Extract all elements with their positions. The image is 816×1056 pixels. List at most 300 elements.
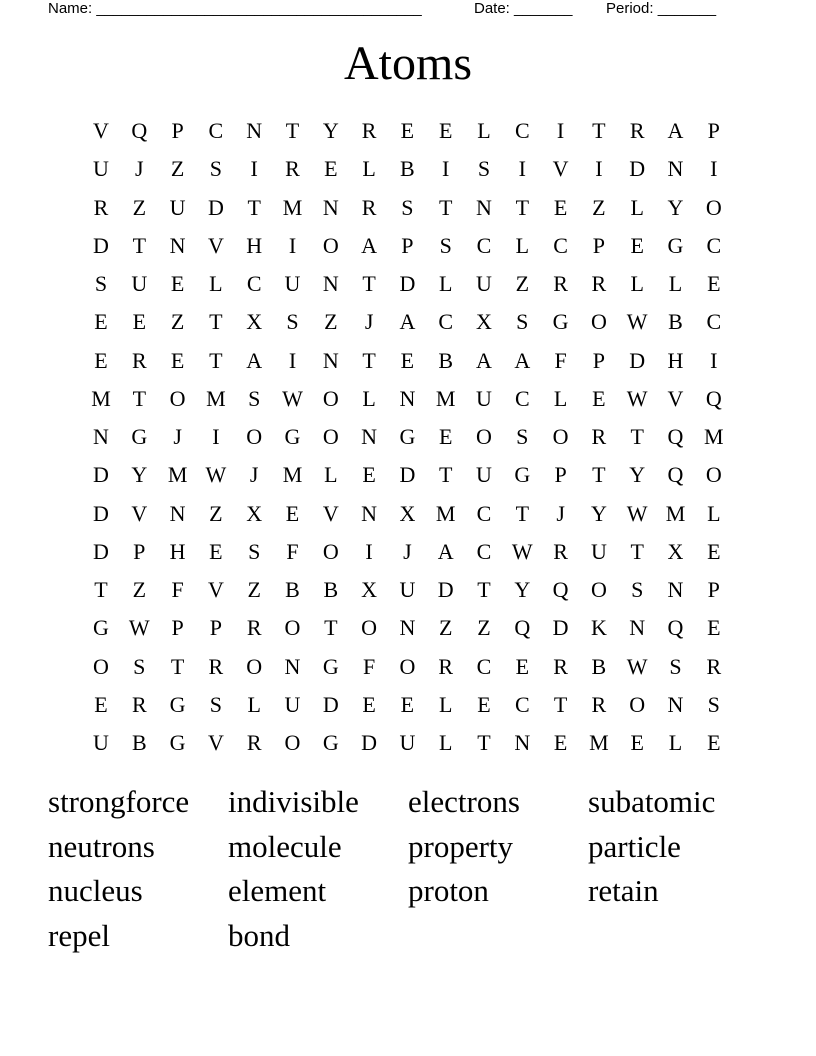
grid-letter[interactable]: M [435, 385, 456, 411]
grid-letter[interactable]: T [209, 309, 223, 335]
grid-letter[interactable]: F [171, 577, 184, 602]
grid-letter[interactable]: R [131, 691, 147, 717]
grid-letter[interactable]: L [630, 271, 644, 296]
grid-letter[interactable]: S [477, 156, 491, 182]
grid-letter[interactable]: Q [705, 385, 722, 411]
grid-letter[interactable]: A [437, 538, 454, 564]
grid-letter[interactable]: E [170, 271, 185, 296]
grid-letter[interactable]: J [173, 424, 182, 449]
grid-letter[interactable]: R [208, 653, 224, 679]
grid-letter[interactable]: U [169, 194, 186, 220]
grid-letter[interactable]: R [361, 194, 377, 220]
grid-letter[interactable]: C [514, 691, 530, 717]
grid-letter[interactable]: E [170, 347, 185, 373]
grid-letter[interactable]: T [94, 577, 108, 602]
grid-letter[interactable]: O [476, 424, 492, 449]
grid-letter[interactable]: Y [629, 462, 646, 488]
grid-letter[interactable]: Z [438, 615, 453, 641]
grid-letter[interactable]: E [707, 538, 721, 564]
grid-letter[interactable]: R [629, 118, 645, 143]
grid-letter[interactable]: M [206, 385, 226, 411]
grid-letter[interactable]: N [399, 615, 416, 641]
grid-letter[interactable]: S [133, 653, 146, 679]
grid-letter[interactable]: Z [477, 615, 491, 641]
grid-letter[interactable]: A [361, 232, 378, 258]
date-field[interactable]: Date: _______ [474, 0, 573, 17]
grid-letter[interactable]: G [169, 730, 186, 755]
grid-letter[interactable]: P [707, 118, 720, 143]
grid-letter[interactable]: D [629, 156, 646, 182]
grid-letter[interactable]: C [476, 500, 492, 526]
grid-letter[interactable]: I [710, 156, 718, 182]
grid-letter[interactable]: I [212, 424, 220, 449]
grid-letter[interactable]: T [438, 194, 453, 220]
grid-letter[interactable]: J [403, 538, 412, 564]
grid-letter[interactable]: O [705, 462, 722, 488]
grid-letter[interactable]: J [364, 309, 374, 335]
grid-letter[interactable]: T [209, 347, 223, 373]
grid-letter[interactable]: G [514, 462, 531, 488]
grid-letter[interactable]: L [362, 156, 376, 182]
grid-letter[interactable]: N [361, 424, 378, 449]
grid-letter[interactable]: C [553, 232, 568, 258]
grid-letter[interactable]: J [135, 156, 144, 182]
grid-letter[interactable]: G [322, 653, 339, 679]
grid-letter[interactable]: M [91, 385, 111, 411]
grid-letter[interactable]: Z [209, 500, 223, 526]
grid-letter[interactable]: E [630, 730, 644, 755]
grid-letter[interactable]: T [515, 500, 530, 526]
grid-letter[interactable]: E [324, 156, 338, 182]
grid-letter[interactable]: R [246, 615, 262, 641]
grid-letter[interactable]: N [246, 118, 263, 143]
grid-letter[interactable]: G [399, 424, 416, 449]
grid-letter[interactable]: W [511, 538, 533, 564]
grid-letter[interactable]: V [207, 577, 224, 602]
grid-letter[interactable]: Q [667, 615, 684, 641]
grid-letter[interactable]: Z [324, 309, 338, 335]
grid-letter[interactable]: T [132, 232, 147, 258]
grid-letter[interactable]: L [477, 118, 491, 143]
grid-letter[interactable]: C [706, 232, 722, 258]
grid-letter[interactable]: R [553, 653, 568, 679]
grid-letter[interactable]: A [246, 347, 263, 373]
grid-letter[interactable]: Q [514, 615, 531, 641]
grid-letter[interactable]: T [324, 615, 338, 641]
grid-letter[interactable]: I [288, 232, 297, 258]
grid-letter[interactable]: L [515, 232, 530, 258]
grid-letter[interactable]: U [476, 385, 492, 411]
grid-letter[interactable]: L [438, 271, 453, 296]
grid-letter[interactable]: X [667, 538, 684, 564]
grid-letter[interactable]: E [400, 691, 415, 717]
grid-letter[interactable]: I [288, 347, 297, 373]
grid-letter[interactable]: A [399, 309, 416, 335]
grid-letter[interactable]: W [626, 385, 648, 411]
grid-letter[interactable]: D [93, 462, 109, 488]
grid-letter[interactable]: E [285, 500, 300, 526]
grid-letter[interactable]: E [132, 309, 147, 335]
grid-letter[interactable]: R [553, 271, 568, 296]
grid-letter[interactable]: V [552, 156, 569, 182]
grid-letter[interactable]: D [322, 691, 339, 717]
grid-letter[interactable]: P [171, 615, 184, 641]
grid-letter[interactable]: R [591, 271, 607, 296]
grid-letter[interactable]: N [399, 385, 416, 411]
grid-letter[interactable]: P [707, 577, 720, 602]
grid-letter[interactable]: E [553, 730, 568, 755]
grid-letter[interactable]: R [553, 538, 568, 564]
grid-letter[interactable]: O [590, 309, 607, 335]
grid-letter[interactable]: U [284, 691, 301, 717]
grid-letter[interactable]: N [169, 232, 186, 258]
grid-letter[interactable]: S [209, 691, 223, 717]
grid-letter[interactable]: I [250, 156, 258, 182]
grid-letter[interactable]: X [361, 577, 378, 602]
grid-letter[interactable]: R [361, 118, 377, 143]
grid-letter[interactable]: O [361, 615, 378, 641]
grid-letter[interactable]: Y [514, 577, 531, 602]
grid-letter[interactable]: L [707, 500, 721, 526]
grid-letter[interactable]: V [207, 730, 224, 755]
grid-letter[interactable]: S [516, 309, 529, 335]
grid-letter[interactable]: I [365, 538, 373, 564]
grid-letter[interactable]: T [630, 538, 644, 564]
grid-letter[interactable]: M [665, 500, 686, 526]
grid-letter[interactable]: O [705, 194, 722, 220]
grid-letter[interactable]: R [438, 653, 454, 679]
grid-letter[interactable]: U [131, 271, 148, 296]
grid-letter[interactable]: V [667, 385, 684, 411]
grid-letter[interactable]: T [515, 194, 530, 220]
grid-letter[interactable]: E [94, 691, 108, 717]
grid-letter[interactable]: C [706, 309, 722, 335]
grid-letter[interactable]: O [322, 424, 339, 449]
grid-letter[interactable]: H [169, 538, 186, 564]
grid-letter[interactable]: X [246, 309, 263, 335]
grid-letter[interactable]: E [438, 118, 453, 143]
grid-letter[interactable]: E [707, 271, 721, 296]
grid-letter[interactable]: T [438, 462, 453, 488]
grid-letter[interactable]: S [94, 271, 108, 296]
grid-letter[interactable]: O [629, 691, 646, 717]
grid-letter[interactable]: E [553, 194, 568, 220]
grid-letter[interactable]: O [552, 424, 569, 449]
word-bank-item: nucleus [48, 873, 143, 909]
grid-letter[interactable]: R [246, 730, 262, 755]
grid-letter[interactable]: D [361, 730, 378, 755]
grid-letter[interactable]: B [131, 730, 147, 755]
grid-letter[interactable]: T [285, 118, 300, 143]
grid-letter[interactable]: P [133, 538, 146, 564]
grid-letter[interactable]: L [668, 730, 683, 755]
grid-letter[interactable]: P [171, 118, 184, 143]
grid-letter[interactable]: D [93, 232, 109, 258]
grid-letter[interactable]: N [667, 156, 684, 182]
grid-letter[interactable]: Q [667, 424, 684, 449]
word-bank-item: retain [588, 873, 659, 909]
grid-letter[interactable]: T [132, 385, 147, 411]
grid-letter[interactable]: E [630, 232, 644, 258]
name-field[interactable]: Name: _______________________________________ [48, 0, 422, 17]
grid-letter[interactable]: O [590, 577, 607, 602]
grid-letter[interactable]: M [704, 424, 724, 449]
grid-letter[interactable]: F [286, 538, 299, 564]
grid-letter[interactable]: C [514, 385, 530, 411]
grid-letter[interactable]: T [477, 730, 491, 755]
grid-letter[interactable]: L [247, 691, 261, 717]
grid-letter[interactable]: S [209, 156, 223, 182]
grid-letter[interactable]: W [205, 462, 227, 488]
grid-letter[interactable]: O [284, 615, 301, 641]
grid-letter[interactable]: I [556, 118, 565, 143]
grid-letter[interactable]: T [592, 462, 606, 488]
grid-letter[interactable]: F [554, 347, 567, 373]
grid-letter[interactable]: D [552, 615, 569, 641]
grid-letter[interactable]: Z [132, 194, 147, 220]
grid-letter[interactable]: G [552, 309, 569, 335]
grid-letter[interactable]: B [323, 577, 339, 602]
grid-letter[interactable]: N [322, 347, 339, 373]
grid-letter[interactable]: U [476, 462, 492, 488]
grid-letter[interactable]: K [590, 615, 607, 641]
grid-letter[interactable]: D [93, 500, 109, 526]
grid-letter[interactable]: A [667, 118, 684, 143]
grid-letter[interactable]: S [401, 194, 414, 220]
grid-letter[interactable]: Y [131, 462, 148, 488]
word-bank-item: strongforce [48, 784, 190, 819]
grid-letter[interactable]: U [590, 538, 607, 564]
grid-letter[interactable]: N [322, 271, 339, 296]
grid-letter[interactable]: S [439, 232, 452, 258]
grid-letter[interactable]: D [399, 271, 416, 296]
grid-letter[interactable]: B [591, 653, 607, 679]
grid-letter[interactable]: R [285, 156, 300, 182]
grid-letter[interactable]: R [591, 424, 607, 449]
grid-letter[interactable]: A [514, 347, 531, 373]
grid-letter[interactable]: D [437, 577, 454, 602]
grid-letter[interactable]: H [667, 347, 684, 373]
grid-letter[interactable]: M [282, 462, 303, 488]
grid-letter[interactable]: Q [131, 118, 148, 143]
grid-letter[interactable]: V [131, 500, 148, 526]
grid-letter[interactable]: D [399, 462, 416, 488]
grid-letter[interactable]: V [322, 500, 339, 526]
grid-letter[interactable]: N [629, 615, 646, 641]
grid-letter[interactable]: N [667, 577, 684, 602]
grid-letter[interactable]: L [553, 385, 568, 411]
grid-letter[interactable]: L [630, 194, 644, 220]
grid-letter[interactable]: E [400, 347, 415, 373]
grid-letter[interactable]: C [476, 538, 492, 564]
grid-letter[interactable]: D [629, 347, 646, 373]
grid-letter[interactable]: P [401, 232, 414, 258]
grid-letter[interactable]: U [284, 271, 301, 296]
grid-letter[interactable]: E [94, 309, 108, 335]
grid-letter[interactable]: O [246, 424, 263, 449]
grid-letter[interactable]: V [93, 118, 109, 143]
grid-letter[interactable]: S [669, 653, 682, 679]
grid-letter[interactable]: E [477, 691, 491, 717]
grid-letter[interactable]: I [595, 156, 603, 182]
grid-letter[interactable]: B [438, 347, 454, 373]
grid-letter[interactable]: Y [590, 500, 607, 526]
grid-letter[interactable]: O [169, 385, 186, 411]
grid-letter[interactable]: E [94, 347, 108, 373]
grid-letter[interactable]: U [93, 730, 109, 755]
grid-letter[interactable]: O [399, 653, 416, 679]
grid-letter[interactable]: L [668, 271, 683, 296]
grid-letter[interactable]: W [626, 500, 648, 526]
grid-letter[interactable]: I [442, 156, 450, 182]
grid-letter[interactable]: E [362, 691, 376, 717]
grid-letter[interactable]: G [169, 691, 186, 717]
grid-letter[interactable]: R [93, 194, 109, 220]
grid-letter[interactable]: C [246, 271, 262, 296]
grid-letter[interactable]: T [630, 424, 644, 449]
grid-letter[interactable]: N [361, 500, 378, 526]
grid-letter[interactable]: G [93, 615, 109, 641]
grid-letter[interactable]: L [324, 462, 338, 488]
grid-letter[interactable]: C [438, 309, 454, 335]
grid-letter[interactable]: O [246, 653, 263, 679]
grid-letter[interactable]: E [400, 118, 415, 143]
grid-letter[interactable]: O [322, 232, 339, 258]
grid-letter[interactable]: E [438, 424, 453, 449]
grid-letter[interactable]: N [667, 691, 684, 717]
grid-letter[interactable]: L [209, 271, 223, 296]
grid-letter[interactable]: E [592, 385, 606, 411]
grid-letter[interactable]: N [169, 500, 186, 526]
grid-letter[interactable]: S [286, 309, 299, 335]
grid-letter[interactable]: N [93, 424, 109, 449]
grid-letter[interactable]: H [246, 232, 263, 258]
grid-letter[interactable]: G [322, 730, 339, 755]
grid-letter[interactable]: C [514, 118, 530, 143]
grid-letter[interactable]: V [207, 232, 224, 258]
grid-letter[interactable]: G [284, 424, 301, 449]
grid-letter[interactable]: R [131, 347, 147, 373]
grid-letter[interactable]: L [438, 691, 453, 717]
grid-letter[interactable]: S [248, 385, 261, 411]
grid-letter[interactable]: W [128, 615, 150, 641]
grid-letter[interactable]: J [249, 462, 259, 488]
grid-letter[interactable]: Z [592, 194, 606, 220]
grid-letter[interactable]: M [282, 194, 303, 220]
grid-letter[interactable]: U [399, 577, 416, 602]
grid-letter[interactable]: E [707, 615, 721, 641]
word-bank-item: molecule [228, 828, 342, 864]
grid-letter[interactable]: X [399, 500, 416, 526]
grid-letter[interactable]: G [131, 424, 148, 449]
grid-letter[interactable]: E [515, 653, 530, 679]
grid-letter[interactable]: S [248, 538, 261, 564]
grid-letter[interactable]: T [592, 118, 606, 143]
grid-letter[interactable]: L [362, 385, 376, 411]
grid-letter[interactable]: E [362, 462, 376, 488]
grid-letter[interactable]: C [476, 232, 492, 258]
grid-letter[interactable]: M [167, 462, 188, 488]
grid-letter[interactable]: W [282, 385, 303, 411]
grid-letter[interactable]: N [322, 194, 339, 220]
grid-letter[interactable]: P [592, 347, 606, 373]
grid-letter[interactable]: Q [552, 577, 569, 602]
grid-letter[interactable]: I [518, 156, 526, 182]
grid-letter[interactable]: S [516, 424, 529, 449]
grid-letter[interactable]: P [592, 232, 606, 258]
grid-letter[interactable]: W [626, 309, 648, 335]
grid-letter[interactable]: I [710, 347, 718, 373]
grid-letter[interactable]: Z [170, 156, 185, 182]
grid-letter[interactable]: Z [170, 309, 185, 335]
grid-letter[interactable]: T [247, 194, 261, 220]
grid-letter[interactable]: Q [667, 462, 684, 488]
grid-letter[interactable]: E [209, 538, 223, 564]
grid-letter[interactable]: E [707, 730, 721, 755]
grid-letter[interactable]: A [476, 347, 492, 373]
grid-letter[interactable]: Z [247, 577, 261, 602]
period-field[interactable]: Period: _______ [606, 0, 717, 17]
grid-letter[interactable]: B [285, 577, 300, 602]
grid-letter[interactable]: O [322, 538, 339, 564]
grid-letter[interactable]: O [93, 653, 109, 679]
grid-letter[interactable]: R [591, 691, 607, 717]
grid-letter[interactable]: P [554, 462, 567, 488]
grid-letter[interactable]: J [556, 500, 565, 526]
grid-letter[interactable]: W [626, 653, 648, 679]
grid-letter[interactable]: O [284, 730, 301, 755]
grid-letter[interactable]: X [476, 309, 492, 335]
grid-letter[interactable]: S [707, 691, 720, 717]
grid-letter[interactable]: O [322, 385, 339, 411]
word-bank-item: repel [48, 918, 110, 954]
grid-letter[interactable]: Z [515, 271, 530, 296]
grid-letter[interactable]: X [246, 500, 263, 526]
grid-letter[interactable]: Y [667, 194, 684, 220]
grid-letter[interactable]: N [514, 730, 531, 755]
grid-letter[interactable]: P [209, 615, 223, 641]
grid-letter[interactable]: B [400, 156, 415, 182]
grid-letter[interactable]: M [589, 730, 609, 755]
grid-letter[interactable]: B [668, 309, 683, 335]
grid-letter[interactable]: R [706, 653, 722, 679]
grid-letter[interactable]: T [362, 347, 376, 373]
grid-letter[interactable]: T [553, 691, 568, 717]
grid-letter[interactable]: F [362, 653, 376, 679]
grid-letter[interactable]: U [93, 156, 109, 182]
grid-letter[interactable]: M [435, 500, 456, 526]
grid-letter[interactable]: C [476, 653, 492, 679]
word-bank-item: subatomic [588, 784, 716, 819]
grid-letter[interactable]: T [362, 271, 376, 296]
grid-letter[interactable]: N [476, 194, 492, 220]
grid-letter[interactable]: D [93, 538, 109, 564]
grid-letter[interactable]: U [399, 730, 416, 755]
grid-letter[interactable]: U [476, 271, 492, 296]
grid-letter[interactable]: Y [322, 118, 339, 143]
grid-letter[interactable]: S [631, 577, 644, 602]
grid-letter[interactable]: N [284, 653, 301, 679]
word-bank-item: neutrons [48, 828, 155, 864]
grid-letter[interactable]: G [667, 232, 684, 258]
grid-letter[interactable]: L [438, 730, 453, 755]
grid-letter[interactable]: D [207, 194, 224, 220]
word-bank-item: property [408, 828, 514, 864]
grid-letter[interactable]: C [208, 118, 224, 143]
grid-letter[interactable]: Z [132, 577, 147, 602]
grid-letter[interactable]: T [170, 653, 185, 679]
grid-letter[interactable]: T [477, 577, 491, 602]
